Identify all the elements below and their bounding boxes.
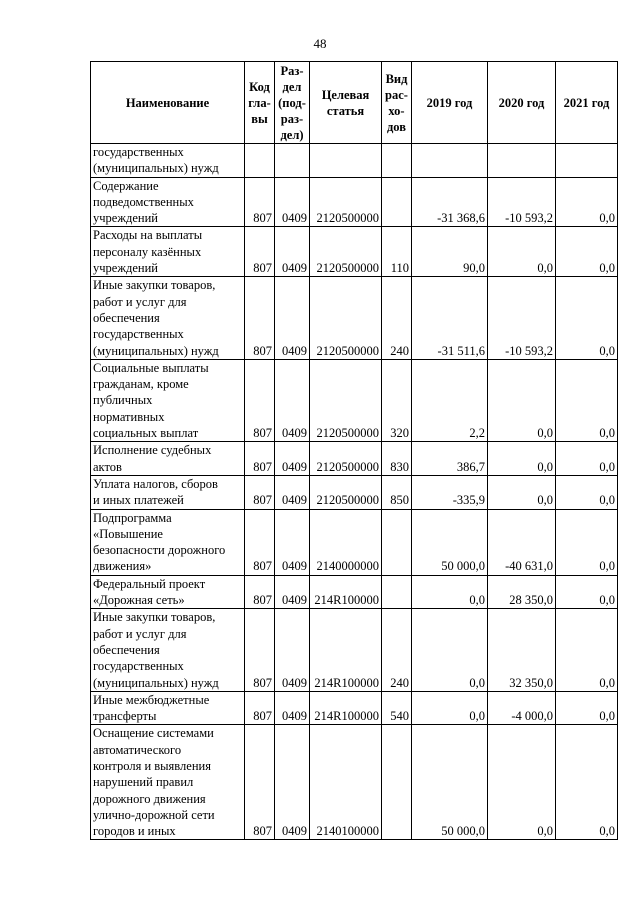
name-line: Иные закупки товаров, — [93, 278, 216, 293]
cell-2021: 0,0 — [556, 442, 618, 476]
cell-2019: 0,0 — [412, 575, 488, 609]
name-line: публичных — [93, 393, 153, 408]
cell-name — [91, 575, 245, 609]
cell-2021: 0,0 — [556, 575, 618, 609]
name-line: (муниципальных) нужд — [93, 343, 219, 358]
cell-name — [91, 725, 245, 840]
table-row — [91, 277, 618, 359]
table-row — [91, 609, 618, 691]
name-line: Социальные выплаты — [93, 360, 209, 375]
cell-glava: 807 — [245, 227, 275, 277]
header-row — [91, 62, 618, 144]
cell-glava: 807 — [245, 509, 275, 575]
name-line: обеспечения — [93, 310, 160, 325]
name-line: государственных — [93, 327, 184, 342]
name-line: социальных выплат — [93, 426, 199, 441]
cell-target: 2140100000 — [310, 725, 382, 840]
cell-vid: 110 — [382, 227, 412, 277]
cell-name — [91, 691, 245, 725]
header-name: Наименование — [91, 62, 245, 144]
header-2020: 2020 год — [488, 62, 556, 144]
cell-vid: 850 — [382, 475, 412, 509]
name-line: Иные межбюджетные — [93, 692, 210, 707]
cell-vid: 540 — [382, 691, 412, 725]
cell-razdel: 0409 — [275, 509, 310, 575]
cell-target: 2120500000 — [310, 277, 382, 359]
cell-razdel: 0409 — [275, 177, 310, 227]
cell-name — [91, 475, 245, 509]
name-line: безопасности дорожного — [93, 543, 226, 558]
cell-2020: -4 000,0 — [488, 691, 556, 725]
cell-glava: 807 — [245, 691, 275, 725]
table-row — [91, 575, 618, 609]
cell-2020: 0,0 — [488, 442, 556, 476]
name-line: «Повышение — [93, 526, 163, 541]
name-line: работ и услуг для — [93, 626, 187, 641]
cell-vid: 830 — [382, 442, 412, 476]
page-number: 48 — [313, 36, 327, 51]
name-line: персоналу казённых — [93, 244, 202, 259]
name-line: автоматического — [93, 742, 182, 757]
header-razdel: Раз- дел (под- раз- дел) — [275, 62, 310, 144]
cell-glava — [245, 144, 275, 178]
cell-razdel: 0409 — [275, 475, 310, 509]
name-line: Подпрограмма — [93, 510, 172, 525]
name-line: обеспечения — [93, 642, 160, 657]
cell-razdel: 0409 — [275, 359, 310, 441]
cell-glava: 807 — [245, 177, 275, 227]
cell-2019 — [412, 144, 488, 178]
name-line: дорожного движения — [93, 791, 206, 806]
cell-target: 2120500000 — [310, 359, 382, 441]
cell-razdel: 0409 — [275, 609, 310, 691]
cell-2020: 32 350,0 — [488, 609, 556, 691]
cell-2021: 0,0 — [556, 359, 618, 441]
cell-target: 2140000000 — [310, 509, 382, 575]
cell-razdel: 0409 — [275, 227, 310, 277]
cell-2019: 2,2 — [412, 359, 488, 441]
name-line: Расходы на выплаты — [93, 228, 203, 243]
cell-glava: 807 — [245, 609, 275, 691]
header-2019: 2019 год — [412, 62, 488, 144]
cell-name — [91, 144, 245, 178]
name-line: (муниципальных) нужд — [93, 675, 219, 690]
name-line: работ и услуг для — [93, 294, 187, 309]
cell-2019: -31 368,6 — [412, 177, 488, 227]
cell-target: 2120500000 — [310, 177, 382, 227]
name-line: нарушений правил — [93, 775, 194, 790]
name-line: Федеральный проект — [93, 576, 206, 591]
cell-2020: -10 593,2 — [488, 177, 556, 227]
name-line: актов — [93, 459, 122, 474]
name-line: учреждений — [93, 261, 158, 276]
cell-name — [91, 177, 245, 227]
cell-vid: 240 — [382, 609, 412, 691]
table-row — [91, 442, 618, 476]
table-body — [91, 144, 618, 840]
cell-2020: 0,0 — [488, 359, 556, 441]
cell-2019: 50 000,0 — [412, 725, 488, 840]
cell-razdel: 0409 — [275, 691, 310, 725]
cell-glava: 807 — [245, 725, 275, 840]
cell-2019: -31 511,6 — [412, 277, 488, 359]
cell-vid — [382, 575, 412, 609]
name-line: Содержание — [93, 178, 159, 193]
cell-name — [91, 609, 245, 691]
name-line: гражданам, кроме — [93, 377, 189, 392]
cell-name — [91, 277, 245, 359]
name-line: учреждений — [93, 211, 158, 226]
cell-2021: 0,0 — [556, 509, 618, 575]
name-line: Оснащение системами — [93, 726, 214, 741]
cell-target: 2120500000 — [310, 475, 382, 509]
cell-2021: 0,0 — [556, 725, 618, 840]
cell-vid — [382, 177, 412, 227]
cell-2020: 0,0 — [488, 725, 556, 840]
name-line: движения» — [93, 559, 152, 574]
table-row — [91, 509, 618, 575]
table-row — [91, 725, 618, 840]
cell-2020: -10 593,2 — [488, 277, 556, 359]
cell-2020: 28 350,0 — [488, 575, 556, 609]
cell-target: 2120500000 — [310, 227, 382, 277]
name-line: городов и иных — [93, 824, 176, 839]
header-target: Целевая статья — [310, 62, 382, 144]
cell-vid — [382, 144, 412, 178]
cell-2020: 0,0 — [488, 475, 556, 509]
cell-name — [91, 359, 245, 441]
cell-vid: 240 — [382, 277, 412, 359]
name-line: Уплата налогов, сборов — [93, 476, 218, 491]
cell-glava: 807 — [245, 359, 275, 441]
cell-2021: 0,0 — [556, 609, 618, 691]
cell-2019: 0,0 — [412, 609, 488, 691]
cell-2021: 0,0 — [556, 691, 618, 725]
name-line: «Дорожная сеть» — [93, 593, 185, 608]
cell-2021: 0,0 — [556, 475, 618, 509]
name-line: улично-дорожной сети — [93, 807, 215, 822]
cell-2020: 0,0 — [488, 227, 556, 277]
table-row — [91, 691, 618, 725]
cell-razdel: 0409 — [275, 277, 310, 359]
cell-2021 — [556, 144, 618, 178]
name-line: государственных — [93, 659, 184, 674]
cell-target: 2120500000 — [310, 442, 382, 476]
cell-2019: 386,7 — [412, 442, 488, 476]
cell-glava: 807 — [245, 475, 275, 509]
cell-target: 214R100000 — [310, 609, 382, 691]
cell-2019: 90,0 — [412, 227, 488, 277]
cell-vid: 320 — [382, 359, 412, 441]
table-row — [91, 227, 618, 277]
cell-2019: -335,9 — [412, 475, 488, 509]
cell-2019: 50 000,0 — [412, 509, 488, 575]
table-row — [91, 144, 618, 178]
cell-glava: 807 — [245, 442, 275, 476]
table-row — [91, 359, 618, 441]
cell-target: 214R100000 — [310, 575, 382, 609]
cell-2021: 0,0 — [556, 277, 618, 359]
cell-target: 214R100000 — [310, 691, 382, 725]
cell-2021: 0,0 — [556, 227, 618, 277]
cell-razdel — [275, 144, 310, 178]
cell-vid — [382, 509, 412, 575]
name-line: и иных платежей — [93, 493, 184, 508]
table-row — [91, 475, 618, 509]
cell-name — [91, 442, 245, 476]
header-vid: Вид рас- хо- дов — [382, 62, 412, 144]
name-line: нормативных — [93, 409, 165, 424]
cell-2021: 0,0 — [556, 177, 618, 227]
table-row — [91, 177, 618, 227]
cell-glava: 807 — [245, 277, 275, 359]
cell-glava: 807 — [245, 575, 275, 609]
header-2021: 2021 год — [556, 62, 618, 144]
name-line: подведомственных — [93, 194, 194, 209]
cell-razdel: 0409 — [275, 575, 310, 609]
cell-razdel: 0409 — [275, 725, 310, 840]
name-line: трансферты — [93, 709, 157, 724]
cell-vid — [382, 725, 412, 840]
cell-razdel: 0409 — [275, 442, 310, 476]
cell-name — [91, 227, 245, 277]
name-line: контроля и выявления — [93, 758, 211, 773]
cell-name — [91, 509, 245, 575]
name-line: Исполнение судебных — [93, 443, 212, 458]
budget-table — [90, 61, 618, 840]
name-line: (муниципальных) нужд — [93, 161, 219, 176]
header-glava: Код гла- вы — [245, 62, 275, 144]
cell-target — [310, 144, 382, 178]
name-line: Иные закупки товаров, — [93, 610, 216, 625]
cell-2019: 0,0 — [412, 691, 488, 725]
cell-2020 — [488, 144, 556, 178]
cell-2020: -40 631,0 — [488, 509, 556, 575]
name-line: государственных — [93, 145, 184, 159]
